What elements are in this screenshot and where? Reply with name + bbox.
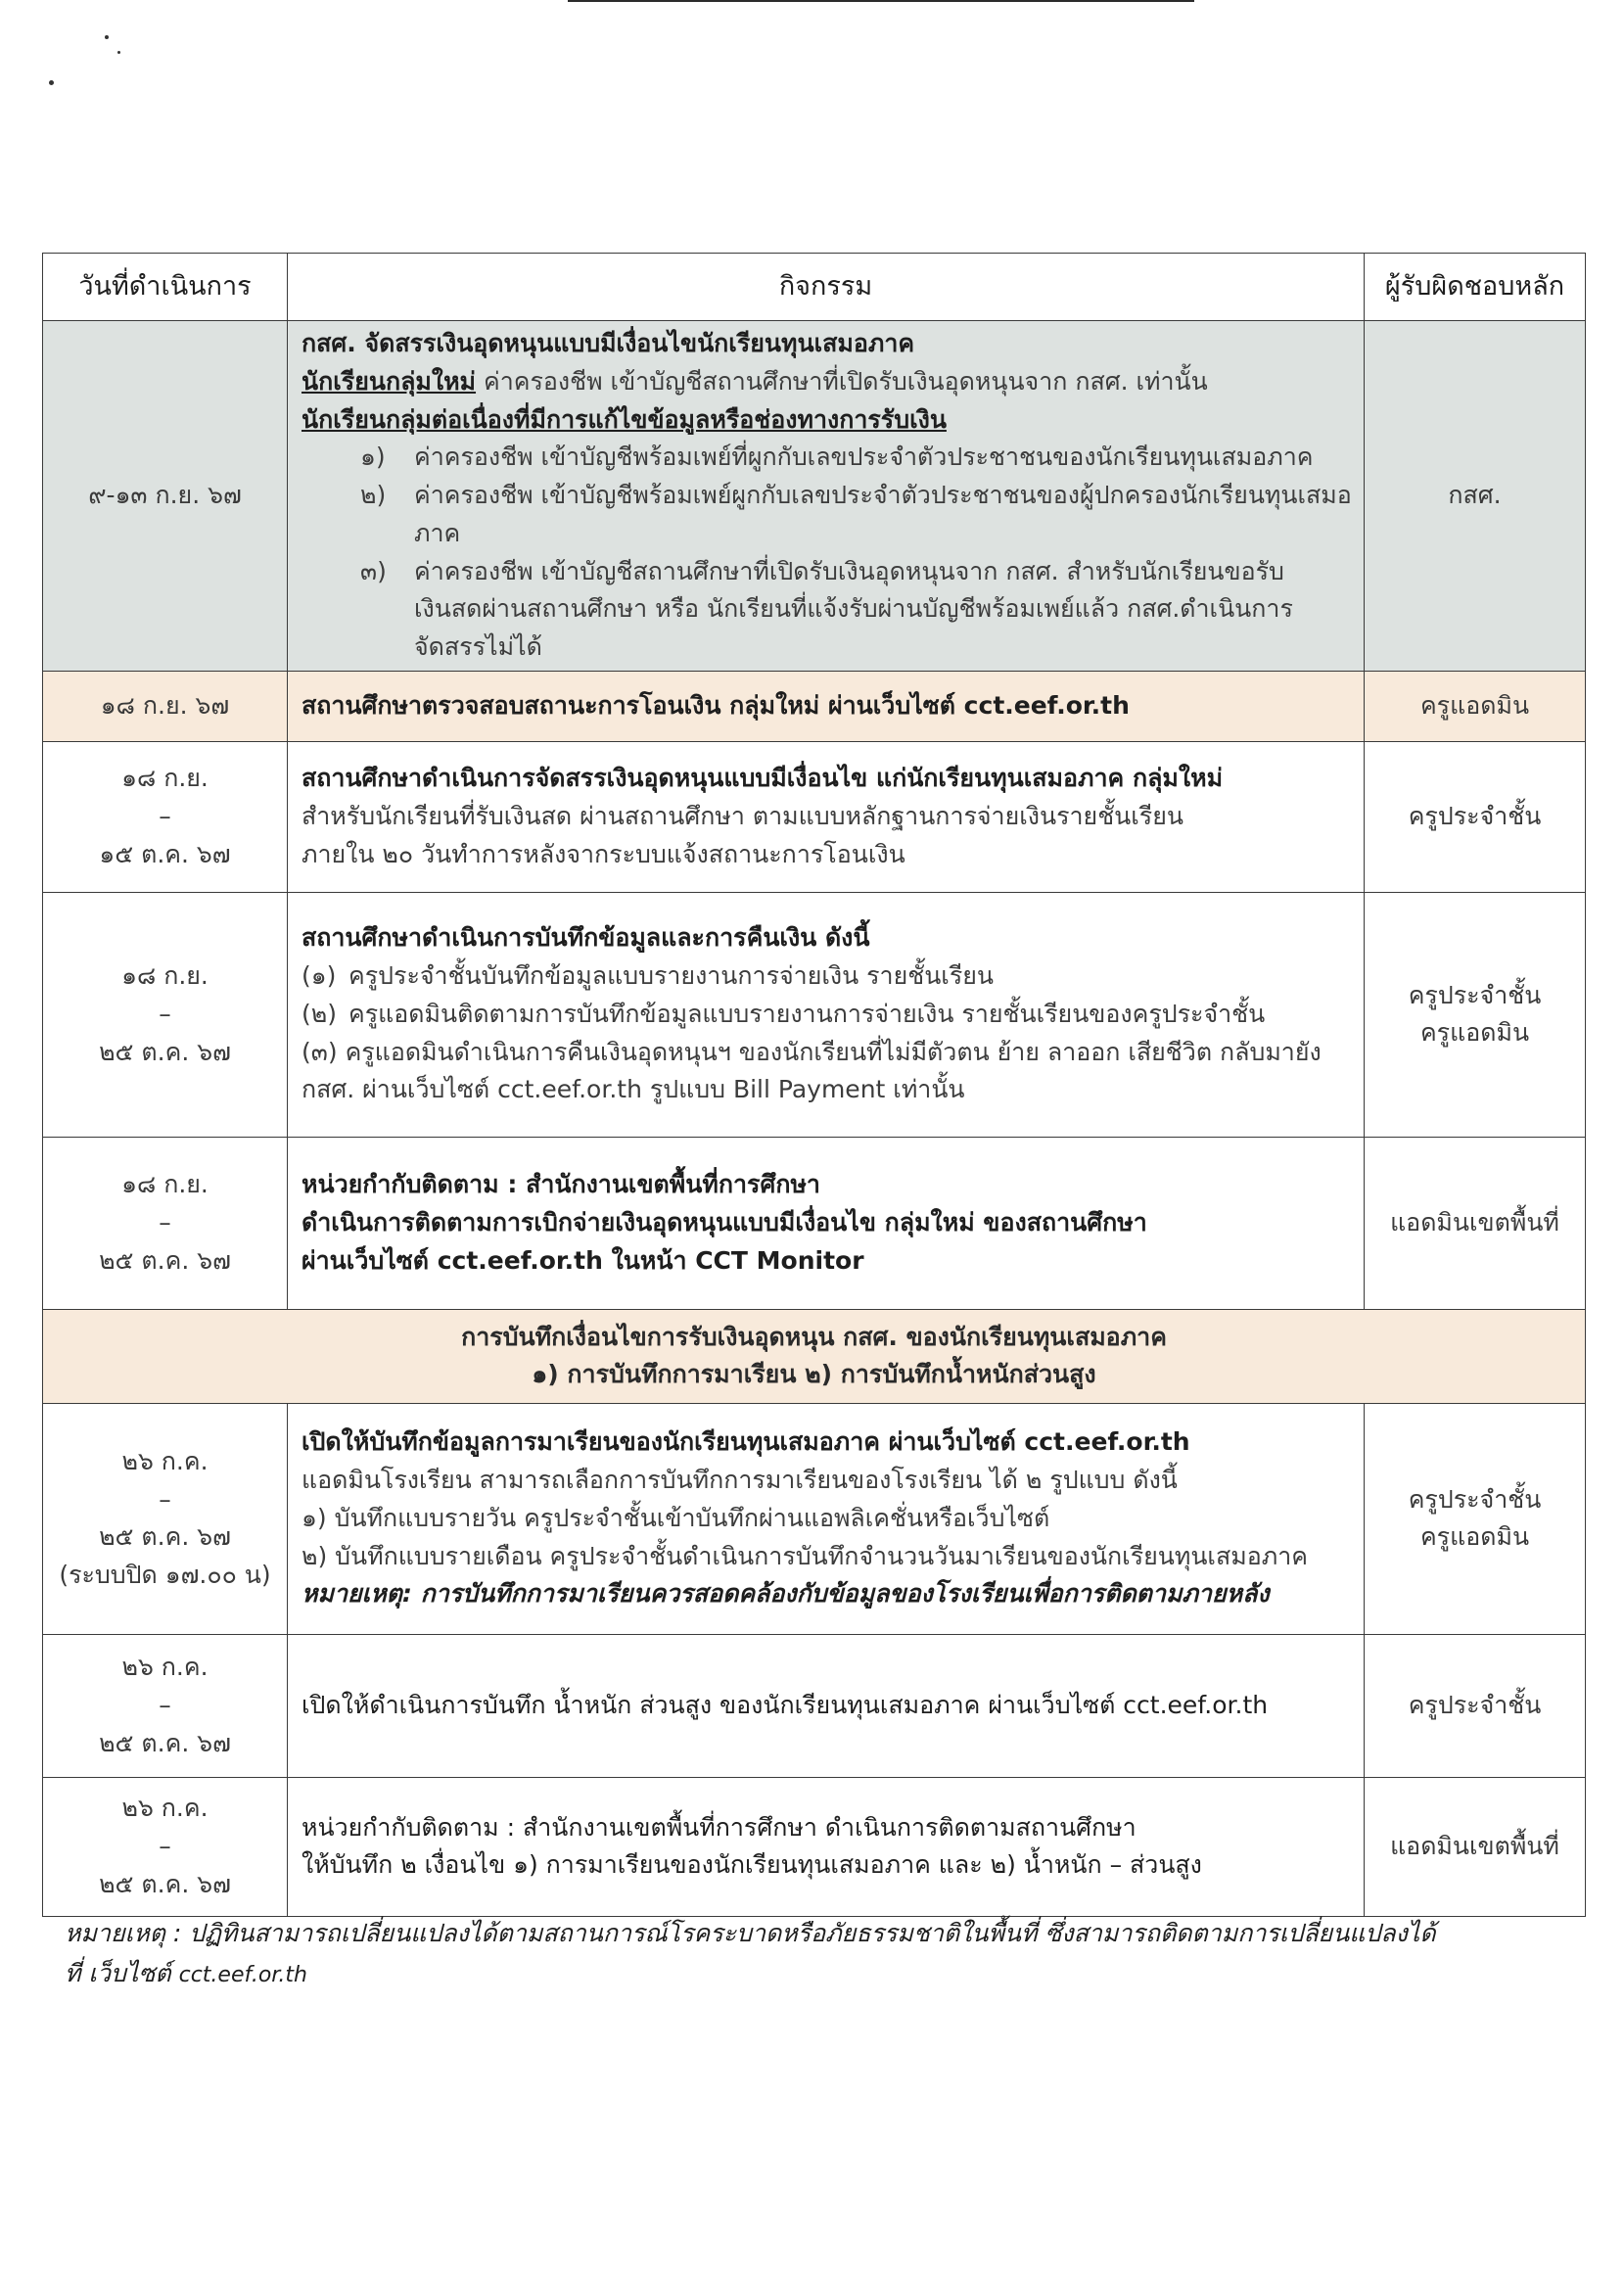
table-row xyxy=(43,1634,1586,1777)
date-dash: – xyxy=(159,1207,171,1236)
activity-line: ๑) บันทึกแบบรายวัน ครูประจำชั้นเข้าบันทึกผ่านแอพลิเคชั่นหรือเว็บไซต์ xyxy=(302,1503,1050,1532)
date-dash: – xyxy=(159,801,171,830)
row-date xyxy=(43,1634,288,1777)
activity-line: แอดมินโรงเรียน สามารถเลือกการบันทึกการมาเรียนของโรงเรียน ได้ ๒ รูปแบบ ดังนี้ xyxy=(302,1466,1178,1495)
item-number: (๑) xyxy=(302,961,337,991)
row-responsible: ครูประจำชั้น xyxy=(1365,1634,1586,1777)
footnote xyxy=(65,1914,1572,1993)
row-date xyxy=(43,1777,288,1916)
table-row xyxy=(43,1403,1586,1634)
table-row xyxy=(43,892,1586,1137)
row-responsible: กสศ. xyxy=(1365,321,1586,672)
item-text: ครูแอดมินดำเนินการคืนเงินอุดหนุนฯ ของนักเรียนที่ไม่มีตัวตน ย้าย ลาออก เสียชีวิต กลับมายัง กสศ. ผ่านเว็บไซต์ cct.eef.or.th รูปแบบ Bill Payment เท่านั้น xyxy=(302,1037,1322,1104)
row-responsible: แอดมินเขตพื้นที่ xyxy=(1365,1137,1586,1309)
list-item xyxy=(302,996,1352,1034)
header-activity: กิจกรรม xyxy=(288,254,1365,321)
list-item xyxy=(302,439,1352,477)
activity-title: สถานศึกษาดำเนินการบันทึกข้อมูลและการคืนเงิน ดังนี้ xyxy=(302,923,870,953)
scan-speck xyxy=(105,35,109,39)
item-text: ค่าครองชีพ เข้าบัญชีพร้อมเพย์ผูกกับเลขประจำตัวประชาชนของผู้ปกครองนักเรียนทุนเสมอภาค xyxy=(414,481,1352,547)
row-responsible: ครูประจำชั้น xyxy=(1365,741,1586,892)
table-row xyxy=(43,1137,1586,1309)
scan-speck xyxy=(49,80,54,85)
item-number: (๒) xyxy=(302,999,337,1028)
activity-line: หน่วยกำกับติดตาม : สำนักงานเขตพื้นที่การศึกษา xyxy=(302,1170,820,1199)
row-date: ๙-๑๓ ก.ย. ๖๗ xyxy=(43,321,288,672)
new-group-label: นักเรียนกลุ่มใหม่ xyxy=(302,366,477,396)
row-date xyxy=(43,741,288,892)
header-row xyxy=(43,254,1586,321)
date-dash: – xyxy=(159,1690,171,1719)
activity-line: ภายใน ๒๐ วันทำการหลังจากระบบแจ้งสถานะการโอนเงิน xyxy=(302,839,905,868)
item-text: ค่าครองชีพ เข้าบัญชีสถานศึกษาที่เปิดรับเงินอุดหนุนจาก กสศ. สำหรับนักเรียนขอรับเงินสดผ่านสถานศึกษา หรือ นักเรียนที่แจ้งรับผ่านบัญชีพร้อมเพย์แล้ว กสศ.ดำเนินการจัดสรรไม่ได้ xyxy=(414,556,1293,661)
row-activity: สถานศึกษาตรวจสอบสถานะการโอนเงิน กลุ่มใหม่ ผ่านเว็บไซต์ cct.eef.or.th xyxy=(288,671,1365,741)
date-start: ๑๘ ก.ย. xyxy=(121,1170,209,1199)
table-row xyxy=(43,671,1586,741)
row-date xyxy=(43,892,288,1137)
section-header xyxy=(43,1309,1586,1403)
header-responsible: ผู้รับผิดชอบหลัก xyxy=(1365,254,1586,321)
date-start: ๑๘ ก.ย. xyxy=(121,764,209,793)
responsible-line: ครูแอดมิน xyxy=(1419,1018,1530,1048)
footnote-website: cct.eef.or.th xyxy=(178,1962,307,1987)
date-start: ๑๘ ก.ย. xyxy=(121,961,209,991)
scan-speck xyxy=(117,51,120,54)
list-item xyxy=(302,1034,1352,1110)
item-text: ครูประจำชั้นบันทึกข้อมูลแบบรายงานการจ่ายเงิน รายชั้นเรียน xyxy=(348,961,995,991)
date-end: ๒๕ ต.ค. ๖๗ xyxy=(99,1245,231,1275)
activity-line: ๒) บันทึกแบบรายเดือน ครูประจำชั้นดำเนินการบันทึกจำนวนวันมาเรียนของนักเรียนทุนเสมอภาค xyxy=(302,1541,1308,1570)
activity-line xyxy=(302,363,1352,401)
footnote-line xyxy=(65,1954,1572,1994)
activity-line: สำหรับนักเรียนที่รับเงินสด ผ่านสถานศึกษา ตามแบบหลักฐานการจ่ายเงินรายชั้นเรียน xyxy=(302,801,1183,830)
row-activity xyxy=(288,892,1365,1137)
list-item xyxy=(302,553,1352,667)
activity-note: หมายเหตุ: การบันทึกการมาเรียนควรสอดคล้องกับข้อมูลของโรงเรียนเพื่อการติดตามภายหลัง xyxy=(302,1579,1270,1609)
date-note: (ระบบปิด ๑๗.๐๐ น) xyxy=(59,1561,271,1589)
activity-line: ให้บันทึก ๒ เงื่อนไข ๑) การมาเรียนของนักเรียนทุนเสมอภาค และ ๒) น้ำหนัก – ส่วนสูง xyxy=(302,1850,1202,1880)
section-line: ๑) การบันทึกการมาเรียน ๒) การบันทึกน้ำหนักส่วนสูง xyxy=(532,1360,1096,1389)
date-start: ๒๖ ก.ค. xyxy=(121,1446,209,1475)
row-activity: เปิดให้ดำเนินการบันทึก น้ำหนัก ส่วนสูง ของนักเรียนทุนเสมอภาค ผ่านเว็บไซต์ cct.eef.or.th xyxy=(288,1634,1365,1777)
date-dash: – xyxy=(159,999,171,1028)
item-number: ๓) xyxy=(360,556,387,585)
row-activity xyxy=(288,1403,1365,1634)
activity-title: สถานศึกษาดำเนินการจัดสรรเงินอุดหนุนแบบมีเงื่อนไข แก่นักเรียนทุนเสมอภาค กลุ่มใหม่ xyxy=(302,764,1224,793)
date-dash: – xyxy=(159,1484,171,1514)
item-number: ๒) xyxy=(360,481,387,509)
section-row xyxy=(43,1309,1586,1403)
row-responsible: แอดมินเขตพื้นที่ xyxy=(1365,1777,1586,1916)
item-text: ค่าครองชีพ เข้าบัญชีพร้อมเพย์ที่ผูกกับเลขประจำตัวประชาชนของนักเรียนทุนเสมอภาค xyxy=(414,443,1314,472)
row-date: ๑๘ ก.ย. ๖๗ xyxy=(43,671,288,741)
row-activity xyxy=(288,1777,1365,1916)
item-text: ครูแอดมินติดตามการบันทึกข้อมูลแบบรายงานการจ่ายเงิน รายชั้นเรียนของครูประจำชั้น xyxy=(348,999,1266,1028)
header-date: วันที่ดำเนินการ xyxy=(43,254,288,321)
table-row xyxy=(43,1777,1586,1916)
date-dash: – xyxy=(159,1831,171,1860)
table-row xyxy=(43,741,1586,892)
row-activity xyxy=(288,321,1365,672)
row-responsible xyxy=(1365,1403,1586,1634)
date-end: ๒๕ ต.ค. ๖๗ xyxy=(99,1037,231,1066)
date-end: ๒๕ ต.ค. ๖๗ xyxy=(99,1522,231,1552)
responsible-line: ครูแอดมิน xyxy=(1419,1522,1530,1552)
continuing-group-label: นักเรียนกลุ่มต่อเนื่องที่มีการแก้ไขข้อมูลหรือช่องทางการรับเงิน xyxy=(302,404,947,434)
row-activity xyxy=(288,1137,1365,1309)
item-number: ๑) xyxy=(360,443,386,472)
row-date xyxy=(43,1403,288,1634)
list-item xyxy=(302,957,1352,996)
footnote-line: หมายเหตุ : ปฏิทินสามารถเปลี่ยนแปลงได้ตามสถานการณ์โรคระบาดหรือภัยธรรมชาติในพื้นที่ ซึ่งสามารถติดตามการเปลี่ยนแปลงได้ xyxy=(65,1919,1436,1947)
section-line: การบันทึกเงื่อนไขการรับเงินอุดหนุน กสศ. ของนักเรียนทุนเสมอภาค xyxy=(461,1322,1167,1351)
activity-line: ดำเนินการติดตามการเบิกจ่ายเงินอุดหนุนแบบมีเงื่อนไข กลุ่มใหม่ ของสถานศึกษา xyxy=(302,1207,1147,1236)
row-responsible: ครูแอดมิน xyxy=(1365,671,1586,741)
date-end: ๒๕ ต.ค. ๖๗ xyxy=(99,1869,231,1898)
date-end: ๒๕ ต.ค. ๖๗ xyxy=(99,1728,231,1757)
new-group-text: ค่าครองชีพ เข้าบัญชีสถานศึกษาที่เปิดรับเงินอุดหนุนจาก กสศ. เท่านั้น xyxy=(476,366,1208,396)
item-number: (๓) xyxy=(302,1037,338,1066)
activity-title: กสศ. จัดสรรเงินอุดหนุนแบบมีเงื่อนไขนักเรียนทุนเสมอภาค xyxy=(302,329,915,357)
date-end: ๑๕ ต.ค. ๖๗ xyxy=(99,839,231,868)
row-date xyxy=(43,1137,288,1309)
footnote-prefix: ที่ เว็บไซต์ xyxy=(65,1958,179,1987)
row-activity xyxy=(288,741,1365,892)
responsible-line: ครูประจำชั้น xyxy=(1408,1484,1542,1514)
date-start: ๒๖ ก.ค. xyxy=(121,1794,209,1823)
list-item xyxy=(302,477,1352,553)
activity-line: ผ่านเว็บไซต์ cct.eef.or.th ในหน้า CCT Monitor xyxy=(302,1245,864,1275)
schedule-table xyxy=(42,253,1586,1917)
activity-title: เปิดให้บันทึกข้อมูลการมาเรียนของนักเรียนทุนเสมอภาค ผ่านเว็บไซต์ cct.eef.or.th xyxy=(302,1427,1190,1457)
table-row xyxy=(43,321,1586,672)
date-start: ๒๖ ก.ค. xyxy=(121,1653,209,1682)
row-responsible xyxy=(1365,892,1586,1137)
responsible-line: ครูประจำชั้น xyxy=(1408,980,1542,1009)
activity-line: หน่วยกำกับติดตาม : สำนักงานเขตพื้นที่การศึกษา ดำเนินการติดตามสถานศึกษา xyxy=(302,1812,1137,1842)
scan-edge-line xyxy=(568,0,1194,2)
